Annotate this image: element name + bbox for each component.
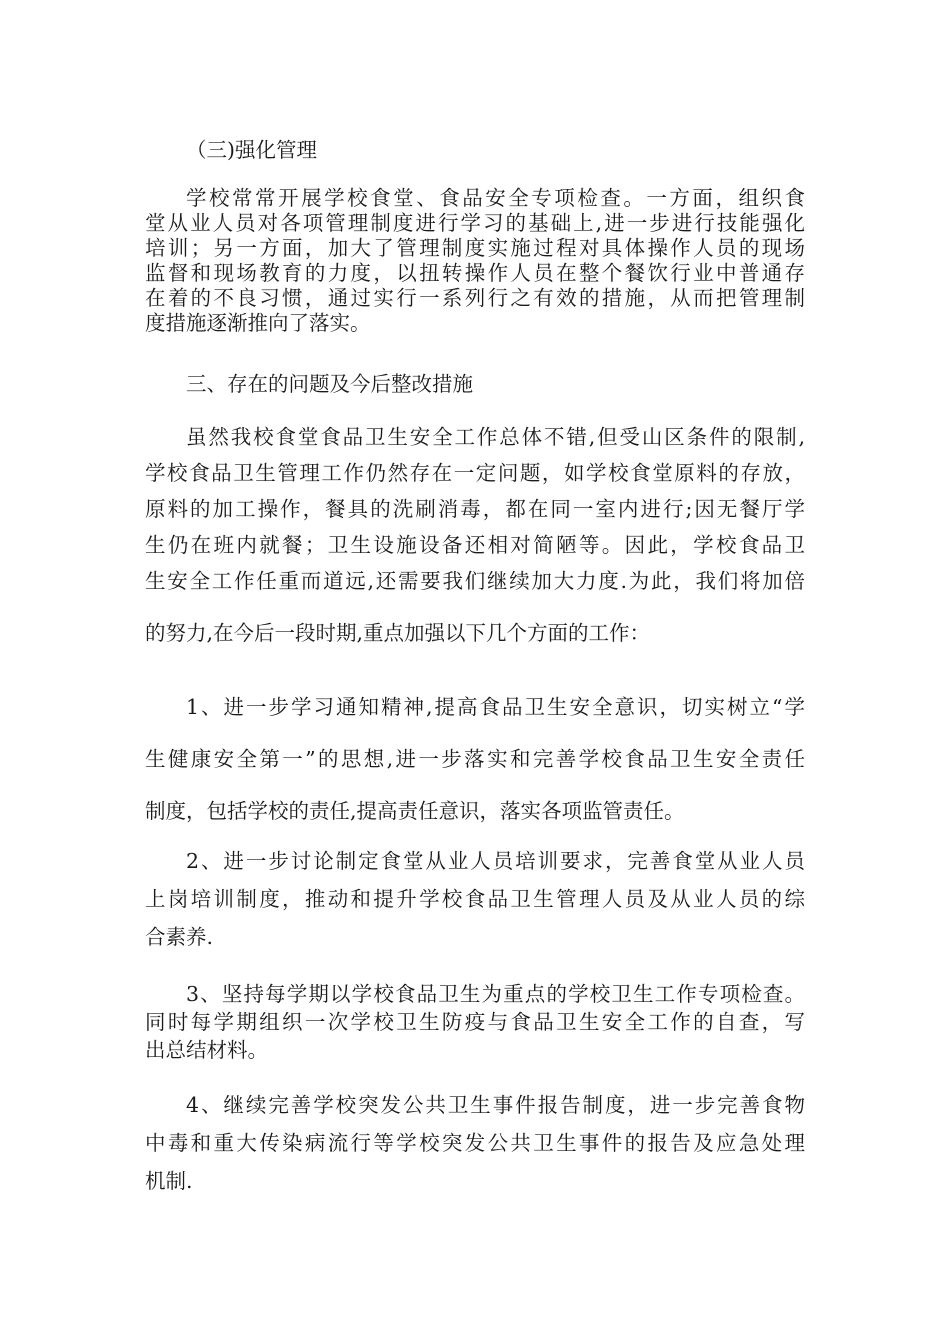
paragraph-line: 合素养. — [145, 925, 214, 949]
paragraph-strengthen-management — [145, 186, 805, 336]
chapter-heading: 三、存在的问题及今后整改措施 — [186, 372, 473, 396]
paragraph-line: 学校食品卫生管理工作仍然存在一定问题，如学校食堂原料的存放， — [145, 461, 805, 485]
paragraph-line: 学校常常开展学校食堂、食品安全专项检查。一方面，组织食 — [186, 186, 805, 210]
paragraph-problems — [145, 419, 805, 599]
paragraph-line: 出总结材料。 — [145, 1038, 268, 1062]
paragraph-line: 中毒和重大传染病流行等学校突发公共卫生事件的报告及应急处理 — [145, 1131, 805, 1155]
list-item-1 — [145, 681, 805, 837]
paragraph-line: 3、坚持每学期以学校食品卫生为重点的学校卫生工作专项检查。 — [186, 982, 805, 1006]
paragraph-line: 制度，包括学校的责任,提高责任意识，落实各项监管责任。 — [145, 799, 685, 823]
paragraph-line: 堂从业人员对各项管理制度进行学习的基础上,进一步进行技能强化 — [145, 211, 805, 235]
paragraph-line: 生健康安全第一”的思想,进一步落实和完善学校食品卫生安全责任 — [145, 747, 805, 771]
list-item-3 — [145, 980, 805, 1064]
paragraph-problems-tail — [145, 619, 805, 647]
paragraph-line: 同时每学期组织一次学校卫生防疫与食品卫生安全工作的自查，写 — [145, 1010, 805, 1034]
paragraph-line: 1、进一步学习通知精神,提高食品卫生安全意识，切实树立“学 — [186, 695, 805, 719]
paragraph-line: 生仍在班内就餐；卫生设施设备还相对简陋等。因此，学校食品卫 — [145, 533, 805, 557]
paragraph-line: 虽然我校食堂食品卫生安全工作总体不错,但受山区条件的限制, — [186, 425, 805, 449]
paragraph-line: 4、继续完善学校突发公共卫生事件报告制度，进一步完善食物 — [186, 1093, 805, 1117]
paragraph-line: 在着的不良习惯，通过实行一系列行之有效的措施，从而把管理制 — [145, 286, 805, 310]
list-item-2 — [145, 842, 805, 956]
paragraph-line: 培训；另一方面，加大了管理制度实施过程对具体操作人员的现场 — [145, 236, 805, 260]
paragraph-line: 2、进一步讨论制定食堂从业人员培训要求，完善食堂从业人员 — [186, 849, 805, 873]
list-item-4 — [145, 1086, 805, 1200]
paragraph-line: 机制. — [145, 1169, 193, 1193]
paragraph-line: 生安全工作任重而道远,还需要我们继续加大力度.为此，我们将加倍 — [145, 569, 805, 593]
paragraph-line: 上岗培训制度，推动和提升学校食品卫生管理人员及从业人员的综 — [145, 887, 805, 911]
paragraph-line: 监督和现场教育的力度，以扭转操作人员在整个餐饮行业中普通存 — [145, 261, 805, 285]
paragraph-line: 度措施逐渐推向了落实。 — [145, 311, 371, 335]
paragraph-line: 的努力,在今后一段时期,重点加强以下几个方面的工作： — [145, 621, 651, 645]
section-heading: （三)强化管理 — [186, 138, 317, 162]
paragraph-line: 原料的加工操作，餐具的洗刷消毒，都在同一室内进行;因无餐厅学 — [145, 497, 805, 521]
